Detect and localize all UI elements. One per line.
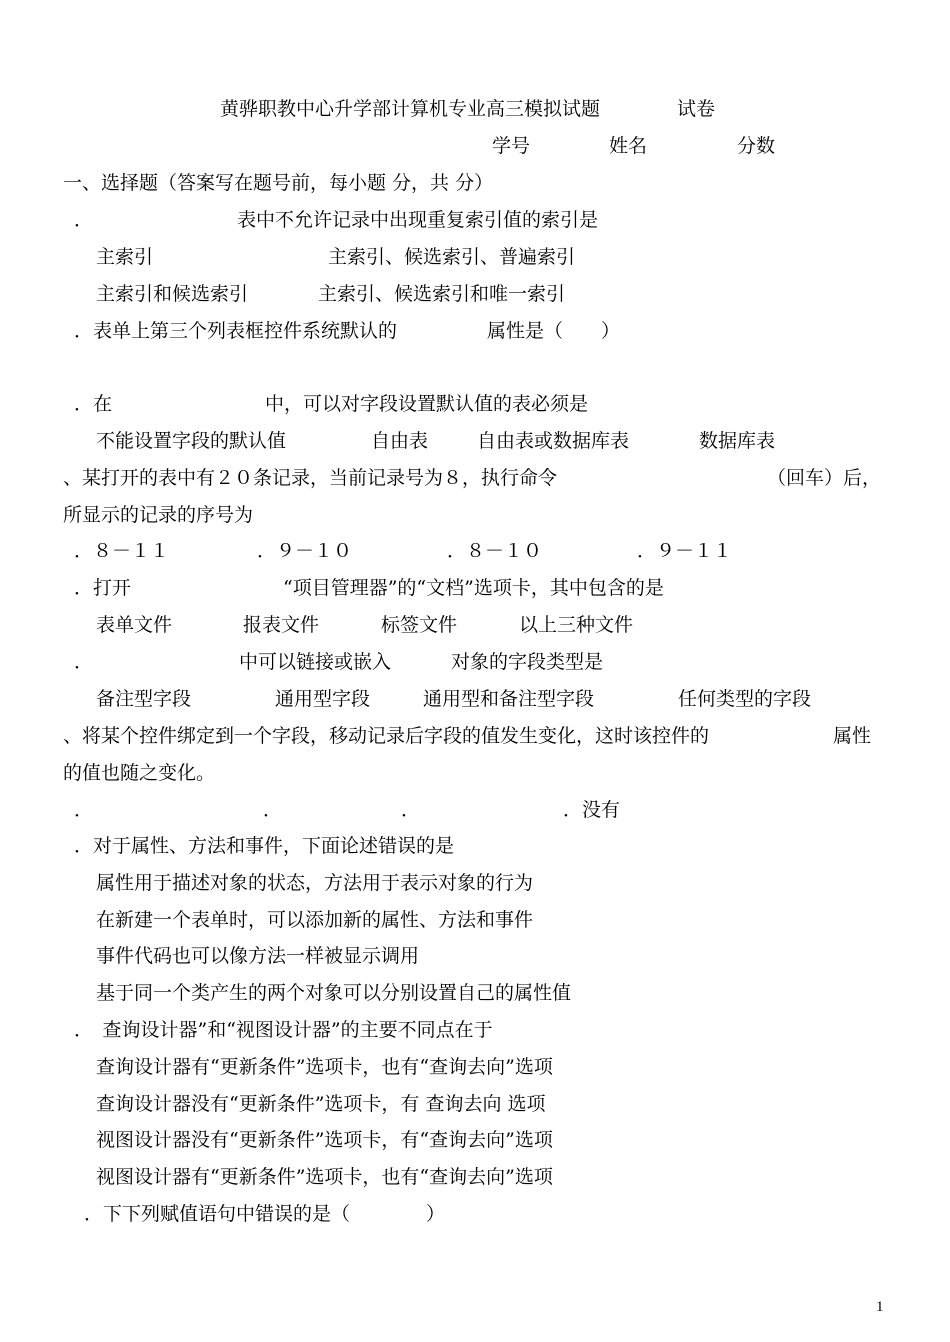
q2-stem-part2: 属性是（ ） [487, 320, 621, 342]
q9-option-b: 查询设计器没有“更新条件”选项卡，有 查询去向 选项 [96, 1093, 546, 1115]
score-label: 分数 [737, 135, 776, 157]
q6-stem-part2: 对象的字段类型是 [451, 651, 604, 673]
q8-option-a: 属性用于描述对象的状态，方法用于表示对象的行为 [96, 872, 534, 894]
q1-option-a: 主索引 [96, 246, 154, 268]
q6-option-a: 备注型字段 [96, 688, 192, 710]
student-name-label: 姓名 [609, 135, 648, 157]
q4-option-c: ．８－１０ [447, 540, 543, 562]
q3-stem-part1: ．在 [74, 393, 113, 415]
q8-option-d: 基于同一个类产生的两个对象可以分别设置自己的属性值 [96, 982, 572, 1004]
q6-number: ． [74, 651, 94, 673]
q2-stem-part1: ．表单上第三个列表框控件系统默认的 [74, 320, 398, 342]
q7-option-a: ． [74, 799, 94, 821]
q5-option-b: 报表文件 [243, 614, 320, 636]
page-title-suffix: 试卷 [677, 98, 716, 120]
q3-option-c: 自由表或数据库表 [477, 430, 630, 452]
page-title: 黄骅职教中心升学部计算机专业高三模拟试题 [220, 98, 601, 120]
q1-option-d: 主索引、候选索引和唯一索引 [318, 283, 566, 305]
q5-option-d: 以上三种文件 [519, 614, 634, 636]
q8-stem: ．对于属性、方法和事件，下面论述错误的是 [74, 835, 455, 857]
q9-option-c: 视图设计器没有“更新条件”选项卡，有“查询去向”选项 [96, 1129, 553, 1151]
page-number: 1 [876, 1299, 884, 1315]
q1-option-b: 主索引、候选索引、普遍索引 [328, 246, 576, 268]
q6-option-c: 通用型和备注型字段 [423, 688, 595, 710]
q4-option-d: ．９－１１ [637, 540, 733, 562]
q7-option-d: ．没有 [563, 799, 621, 821]
q3-option-a: 不能设置字段的默认值 [96, 430, 287, 452]
q6-stem-part1: 中可以链接或嵌入 [239, 651, 392, 673]
q4-stem-part2: （回车）后， [767, 467, 882, 489]
q9-stem: ． 查询设计器”和“视图设计器”的主要不同点在于 [74, 1019, 493, 1041]
q1-option-c: 主索引和候选索引 [96, 283, 249, 305]
q3-option-b: 自由表 [371, 430, 429, 452]
q3-option-d: 数据库表 [699, 430, 776, 452]
q9-option-a: 查询设计器有“更新条件”选项卡，也有“查询去向”选项 [96, 1056, 553, 1078]
q8-option-c: 事件代码也可以像方法一样被显示调用 [96, 945, 420, 967]
q9-option-d: 视图设计器有“更新条件”选项卡，也有“查询去向”选项 [96, 1166, 553, 1188]
q7-option-c: ． [401, 799, 421, 821]
q4-stem-part3: 所显示的记录的序号为 [63, 504, 254, 526]
q4-option-a: ．８－１１ [74, 540, 170, 562]
q1-stem: 表中不允许记录中出现重复索引值的索引是 [237, 209, 599, 231]
q7-stem-part3: 的值也随之变化。 [63, 762, 216, 784]
q7-stem-part1: 、将某个控件绑定到一个字段，移动记录后字段的值发生变化，这时该控件的 [63, 725, 710, 747]
q1-number: ． [74, 209, 94, 231]
student-id-label: 学号 [492, 135, 531, 157]
q5-stem-part1: ．打开 [74, 577, 132, 599]
q10-stem: ．下下列赋值语句中错误的是（ ） [84, 1203, 446, 1225]
q6-option-d: 任何类型的字段 [678, 688, 812, 710]
q8-option-b: 在新建一个表单时，可以添加新的属性、方法和事件 [96, 909, 534, 931]
q4-option-b: ．９－１０ [257, 540, 353, 562]
q5-option-a: 表单文件 [96, 614, 173, 636]
q3-stem-part2: 中，可以对字段设置默认值的表必须是 [265, 393, 589, 415]
q5-option-c: 标签文件 [381, 614, 458, 636]
section-heading: 一、选择题（答案写在题号前，每小题 分，共 分） [63, 172, 494, 194]
q7-stem-part2: 属性 [833, 725, 872, 747]
q6-option-b: 通用型字段 [275, 688, 371, 710]
q4-stem-part1: 、某打开的表中有２０条记录，当前记录号为８，执行命令 [63, 467, 558, 489]
q5-stem-part2: “项目管理器”的“文档”选项卡，其中包含的是 [283, 577, 664, 599]
q7-option-b: ． [263, 799, 283, 821]
